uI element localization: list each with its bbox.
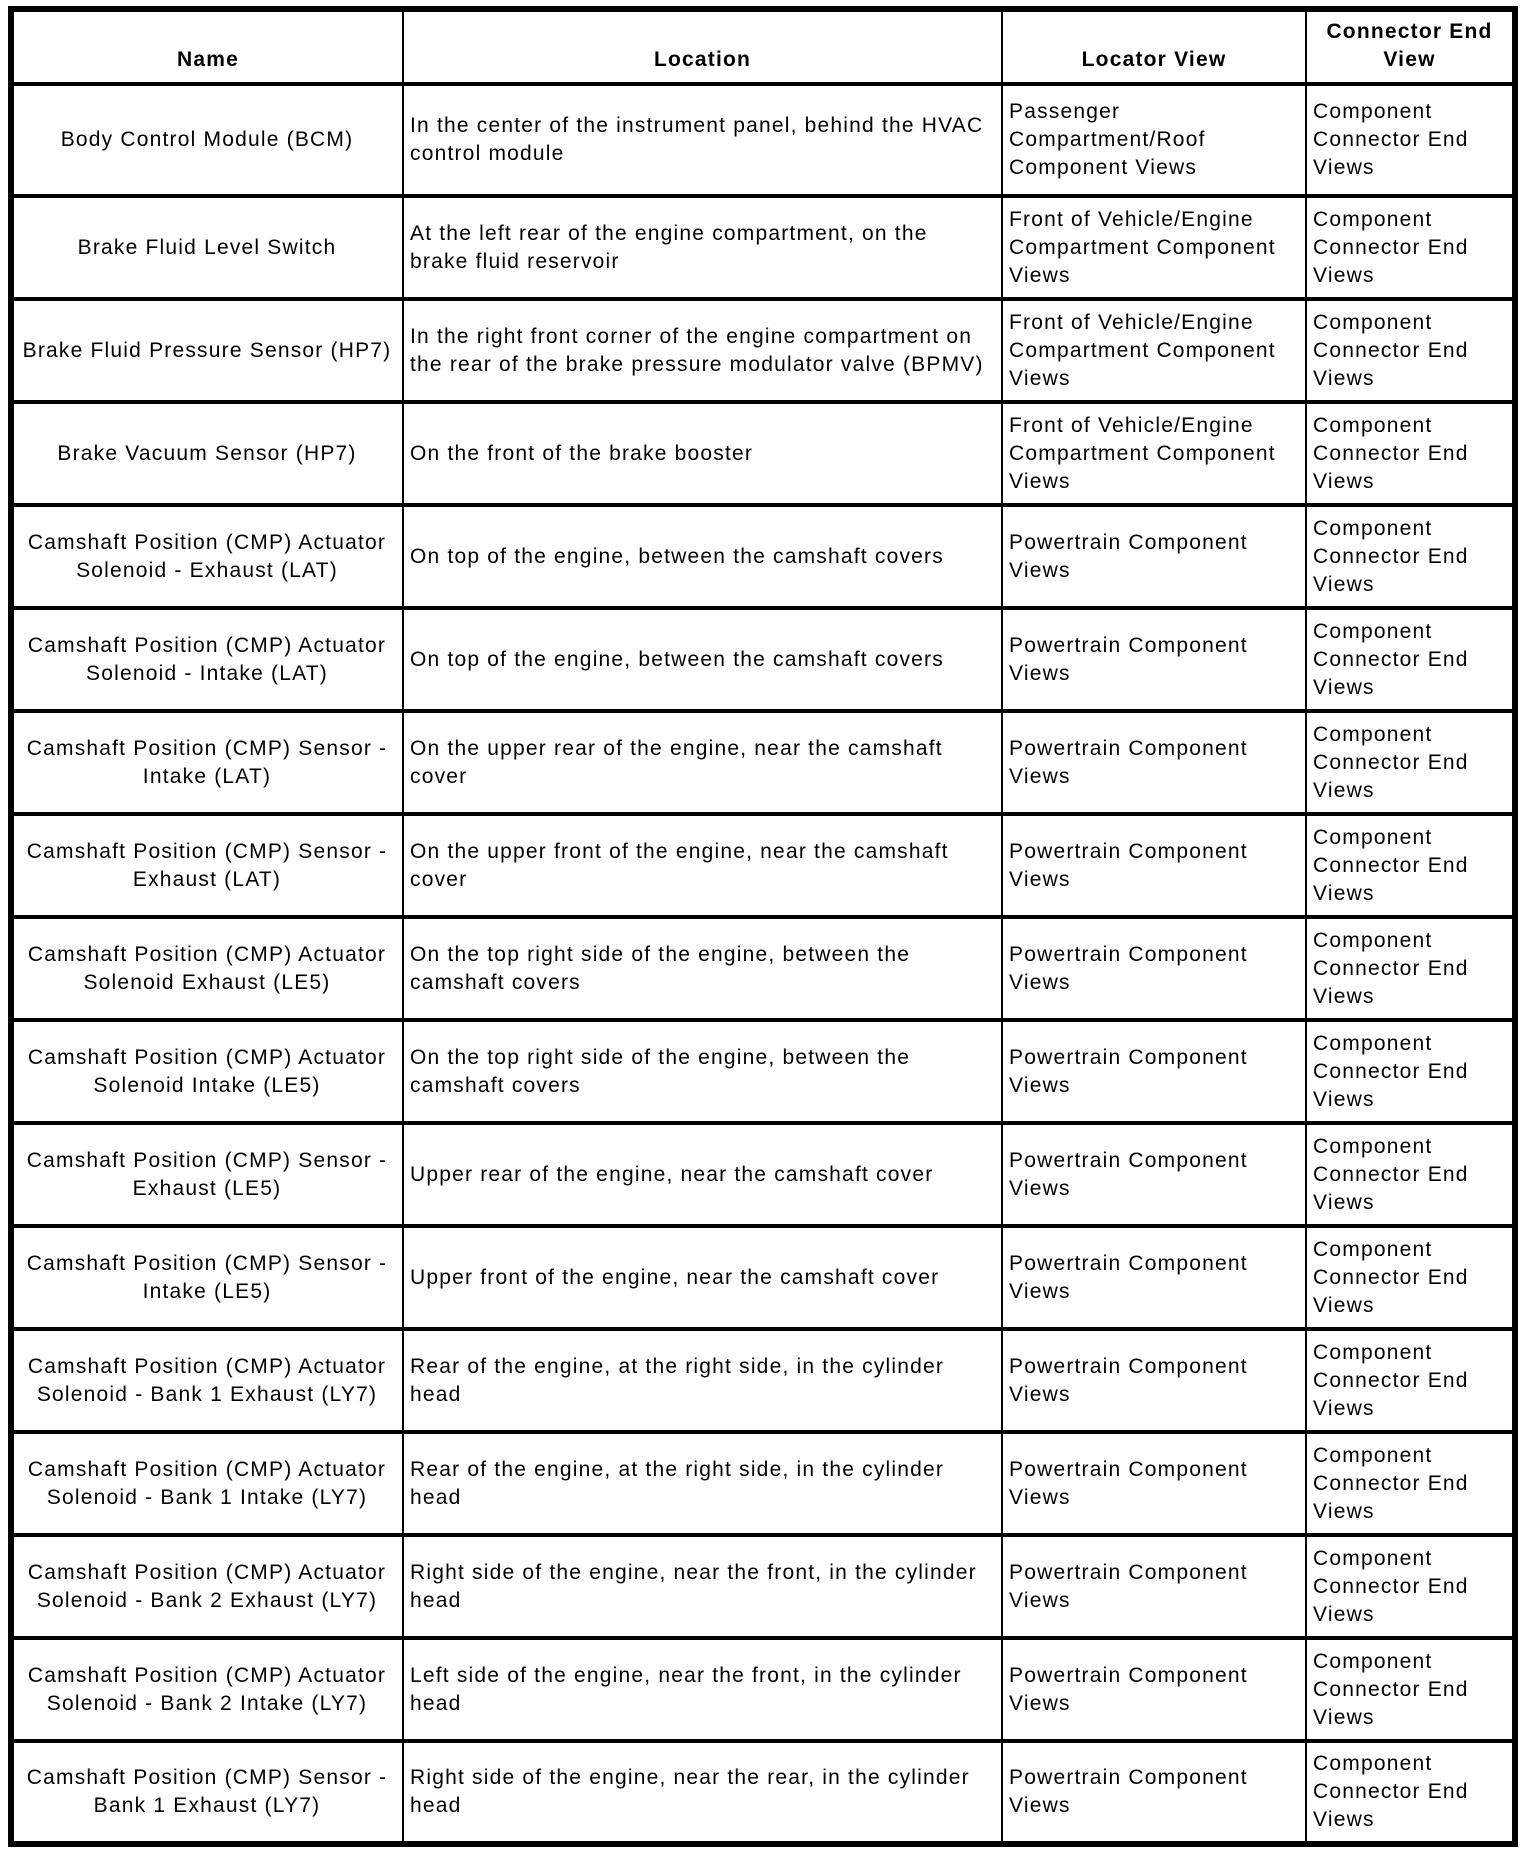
table-row: [11, 711, 1515, 814]
location-cell: Upper front of the engine, near the camshaft cover: [403, 1226, 1002, 1329]
location-cell: Rear of the engine, at the right side, in the cylinder head: [403, 1329, 1002, 1432]
locator-view-cell: Powertrain Component Views: [1002, 1741, 1306, 1844]
name-cell: Camshaft Position (CMP) Actuator Solenoid Intake (LE5): [11, 1020, 403, 1123]
location-cell: In the right front corner of the engine compartment on the rear of the brake pressure modulator valve (BPMV): [403, 299, 1002, 402]
table-row: [11, 1020, 1515, 1123]
locator-view-cell: Front of Vehicle/Engine Compartment Component Views: [1002, 402, 1306, 505]
connector-end-view-cell: Component Connector End Views: [1306, 1432, 1515, 1535]
connector-end-view-cell: Component Connector End Views: [1306, 1020, 1515, 1123]
location-cell: Right side of the engine, near the front, in the cylinder head: [403, 1535, 1002, 1638]
locator-view-cell: Front of Vehicle/Engine Compartment Component Views: [1002, 299, 1306, 402]
locator-view-cell: Front of Vehicle/Engine Compartment Component Views: [1002, 196, 1306, 299]
location-cell: On the upper front of the engine, near the camshaft cover: [403, 814, 1002, 917]
table-row: [11, 917, 1515, 1020]
locator-view-cell: Powertrain Component Views: [1002, 1535, 1306, 1638]
table-row: [11, 84, 1515, 196]
name-cell: Brake Fluid Pressure Sensor (HP7): [11, 299, 403, 402]
locator-view-cell: Powertrain Component Views: [1002, 814, 1306, 917]
location-cell: Rear of the engine, at the right side, in the cylinder head: [403, 1432, 1002, 1535]
locator-view-cell: Powertrain Component Views: [1002, 1638, 1306, 1741]
name-cell: Camshaft Position (CMP) Actuator Solenoid - Exhaust (LAT): [11, 505, 403, 608]
table-row: [11, 814, 1515, 917]
table-row: [11, 608, 1515, 711]
table-row: [11, 1123, 1515, 1226]
table-body: [11, 84, 1515, 1844]
table-header: [11, 9, 1515, 84]
connector-end-view-cell: Component Connector End Views: [1306, 1123, 1515, 1226]
location-cell: On the top right side of the engine, between the camshaft covers: [403, 1020, 1002, 1123]
location-cell: In the center of the instrument panel, behind the HVAC control module: [403, 84, 1002, 196]
location-cell: On the front of the brake booster: [403, 402, 1002, 505]
table-row: [11, 1432, 1515, 1535]
name-cell: Camshaft Position (CMP) Sensor - Exhaust (LAT): [11, 814, 403, 917]
table-row: [11, 1535, 1515, 1638]
connector-end-view-cell: Component Connector End Views: [1306, 84, 1515, 196]
name-cell: Body Control Module (BCM): [11, 84, 403, 196]
name-cell: Brake Fluid Level Switch: [11, 196, 403, 299]
column-header-location: Location: [403, 9, 1002, 84]
name-cell: Camshaft Position (CMP) Sensor - Intake (LAT): [11, 711, 403, 814]
table-row: [11, 505, 1515, 608]
connector-end-view-cell: Component Connector End Views: [1306, 402, 1515, 505]
name-cell: Camshaft Position (CMP) Sensor - Intake (LE5): [11, 1226, 403, 1329]
connector-end-view-cell: Component Connector End Views: [1306, 1329, 1515, 1432]
name-cell: Camshaft Position (CMP) Actuator Solenoid - Intake (LAT): [11, 608, 403, 711]
name-cell: Camshaft Position (CMP) Sensor - Exhaust (LE5): [11, 1123, 403, 1226]
connector-end-view-cell: Component Connector End Views: [1306, 505, 1515, 608]
table-row: [11, 1638, 1515, 1741]
locator-view-cell: Powertrain Component Views: [1002, 505, 1306, 608]
table-row: [11, 1226, 1515, 1329]
table-row: [11, 1329, 1515, 1432]
column-header-name: Name: [11, 9, 403, 84]
connector-end-view-cell: Component Connector End Views: [1306, 299, 1515, 402]
locator-view-cell: Powertrain Component Views: [1002, 608, 1306, 711]
location-cell: Upper rear of the engine, near the camshaft cover: [403, 1123, 1002, 1226]
name-cell: Camshaft Position (CMP) Actuator Solenoid - Bank 2 Exhaust (LY7): [11, 1535, 403, 1638]
name-cell: Camshaft Position (CMP) Actuator Solenoid - Bank 2 Intake (LY7): [11, 1638, 403, 1741]
locator-view-cell: Passenger Compartment/Roof Component Views: [1002, 84, 1306, 196]
connector-end-view-cell: Component Connector End Views: [1306, 1226, 1515, 1329]
name-cell: Brake Vacuum Sensor (HP7): [11, 402, 403, 505]
connector-end-view-cell: Component Connector End Views: [1306, 608, 1515, 711]
connector-end-view-cell: Component Connector End Views: [1306, 196, 1515, 299]
table-row: [11, 402, 1515, 505]
name-cell: Camshaft Position (CMP) Actuator Solenoid - Bank 1 Intake (LY7): [11, 1432, 403, 1535]
connector-end-view-cell: Component Connector End Views: [1306, 1535, 1515, 1638]
locator-view-cell: Powertrain Component Views: [1002, 917, 1306, 1020]
location-cell: On top of the engine, between the camshaft covers: [403, 608, 1002, 711]
connector-end-view-cell: Component Connector End Views: [1306, 917, 1515, 1020]
locator-view-cell: Powertrain Component Views: [1002, 711, 1306, 814]
connector-end-view-cell: Component Connector End Views: [1306, 1638, 1515, 1741]
location-cell: Right side of the engine, near the rear, in the cylinder head: [403, 1741, 1002, 1844]
location-cell: At the left rear of the engine compartment, on the brake fluid reservoir: [403, 196, 1002, 299]
location-cell: On top of the engine, between the camshaft covers: [403, 505, 1002, 608]
name-cell: Camshaft Position (CMP) Sensor - Bank 1 Exhaust (LY7): [11, 1741, 403, 1844]
name-cell: Camshaft Position (CMP) Actuator Solenoid Exhaust (LE5): [11, 917, 403, 1020]
table-row: [11, 1741, 1515, 1844]
locator-view-cell: Powertrain Component Views: [1002, 1020, 1306, 1123]
header-row: [11, 9, 1515, 84]
locator-view-cell: Powertrain Component Views: [1002, 1123, 1306, 1226]
connector-end-view-cell: Component Connector End Views: [1306, 814, 1515, 917]
locator-view-cell: Powertrain Component Views: [1002, 1329, 1306, 1432]
column-header-connector-end-view: Connector End View: [1306, 9, 1515, 84]
name-cell: Camshaft Position (CMP) Actuator Solenoid - Bank 1 Exhaust (LY7): [11, 1329, 403, 1432]
table-row: [11, 196, 1515, 299]
table-row: [11, 299, 1515, 402]
component-location-table: [8, 6, 1518, 1847]
column-header-locator-view: Locator View: [1002, 9, 1306, 84]
locator-view-cell: Powertrain Component Views: [1002, 1432, 1306, 1535]
location-cell: Left side of the engine, near the front, in the cylinder head: [403, 1638, 1002, 1741]
location-cell: On the top right side of the engine, between the camshaft covers: [403, 917, 1002, 1020]
locator-view-cell: Powertrain Component Views: [1002, 1226, 1306, 1329]
connector-end-view-cell: Component Connector End Views: [1306, 1741, 1515, 1844]
connector-end-view-cell: Component Connector End Views: [1306, 711, 1515, 814]
location-cell: On the upper rear of the engine, near the camshaft cover: [403, 711, 1002, 814]
